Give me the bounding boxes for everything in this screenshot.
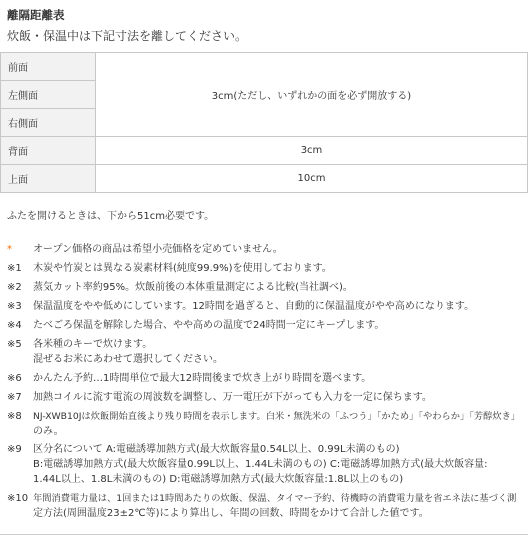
footnote-mark: ※8 bbox=[7, 411, 22, 422]
row-value-back: 3cm bbox=[96, 137, 528, 165]
footnote-mark: ※4 bbox=[7, 320, 22, 331]
footnote-mark: ※2 bbox=[7, 282, 22, 293]
distance-table bbox=[0, 52, 528, 193]
footnote-mark: ※6 bbox=[7, 373, 22, 384]
footnote-mark: ※3 bbox=[7, 301, 22, 312]
footnote-text: 蒸気カット率約95%。炊飯前後の本体重量測定による比較(当社調べ)。 bbox=[33, 282, 353, 293]
table-row bbox=[1, 137, 528, 165]
bottom-divider bbox=[0, 534, 528, 535]
footnote-mark: ※10 bbox=[7, 493, 29, 504]
footnote-text: 混ぜるお米にあわせて選択してください。 bbox=[33, 354, 223, 365]
table-row bbox=[1, 53, 528, 81]
row-value-top: 10cm bbox=[96, 165, 528, 193]
open-lid-note: ふたを開けるときは、下から51cm必要です。 bbox=[7, 211, 215, 222]
row-label-right: 右側面 bbox=[1, 109, 96, 137]
footnote-text: 各米種のキーで炊けます。 bbox=[33, 339, 153, 350]
row-label-left: 左側面 bbox=[1, 81, 96, 109]
footnote-text: 年間消費電力量は、1回または1時間あたりの炊飯、保温、タイマー予約、待機時の消費電力量を省エネ法に基づく測 bbox=[33, 493, 517, 504]
page-subtitle: 炊飯・保温中は下記寸法を離してください。 bbox=[7, 29, 248, 43]
footnote-text: 1.44L以上、1.8L未満のもの) D:電磁誘導加熱方式(最大炊飯容量:1.8L以上のもの) bbox=[33, 474, 404, 485]
footnote-text: 木炭や竹炭とは異なる炭素材料(純度99.9%)を使用しております。 bbox=[33, 263, 332, 274]
row-label-front: 前面 bbox=[1, 53, 96, 81]
row-label-top: 上面 bbox=[1, 165, 96, 193]
footnote-text: オープン価格の商品は希望小売価格を定めていません。 bbox=[33, 244, 283, 255]
footnote-mark: ※9 bbox=[7, 444, 22, 455]
table-row bbox=[1, 165, 528, 193]
footnote-mark: ※7 bbox=[7, 392, 22, 403]
footnote-text: たべごろ保温を解除した場合、やや高めの温度で24時間一定にキープします。 bbox=[33, 320, 385, 331]
row-value-sides: 3cm(ただし、いずれかの面を必ず開放する) bbox=[96, 53, 528, 137]
row-label-back: 背面 bbox=[1, 137, 96, 165]
footnote-mark: * bbox=[7, 244, 12, 255]
footnote-text: のみ。 bbox=[33, 426, 64, 437]
footnote-text: 定方法(周囲温度23±2℃等)により算出し、年間の回数、時間をかけて合計した値です。 bbox=[33, 508, 429, 519]
footnote-mark: ※1 bbox=[7, 263, 22, 274]
footnote-text: 区分名について A:電磁誘導加熱方式(最大炊飯容量0.54L以上、0.99L未満のもの) bbox=[33, 444, 400, 455]
footnote-text: かんたん予約…1時間単位で最大12時間後まで炊き上がり時間を選べます。 bbox=[33, 373, 372, 384]
page-title: 離隔距離表 bbox=[7, 8, 65, 22]
footnote-text: B:電磁誘導加熱方式(最大炊飯容量0.99L以上、1.44L未満のもの) C:電磁誘導加熱方式(最大炊飯容量: bbox=[33, 459, 488, 470]
footnote-mark: ※5 bbox=[7, 339, 22, 350]
footnote-text: NJ-XWB10Jは炊飯開始直後より残り時間を表示します。白米・無洗米の「ふつう」「かため」「やわらか」「芳醇炊き」 bbox=[33, 411, 521, 422]
footnote-text: 加熱コイルに流す電流の周波数を調整し、万一電圧が下がっても入力を一定に保ちます。 bbox=[33, 392, 432, 403]
footnote-text: 保温温度をやや低めにしています。12時間を過ぎると、自動的に保温温度がやや高めになります。 bbox=[33, 301, 475, 312]
